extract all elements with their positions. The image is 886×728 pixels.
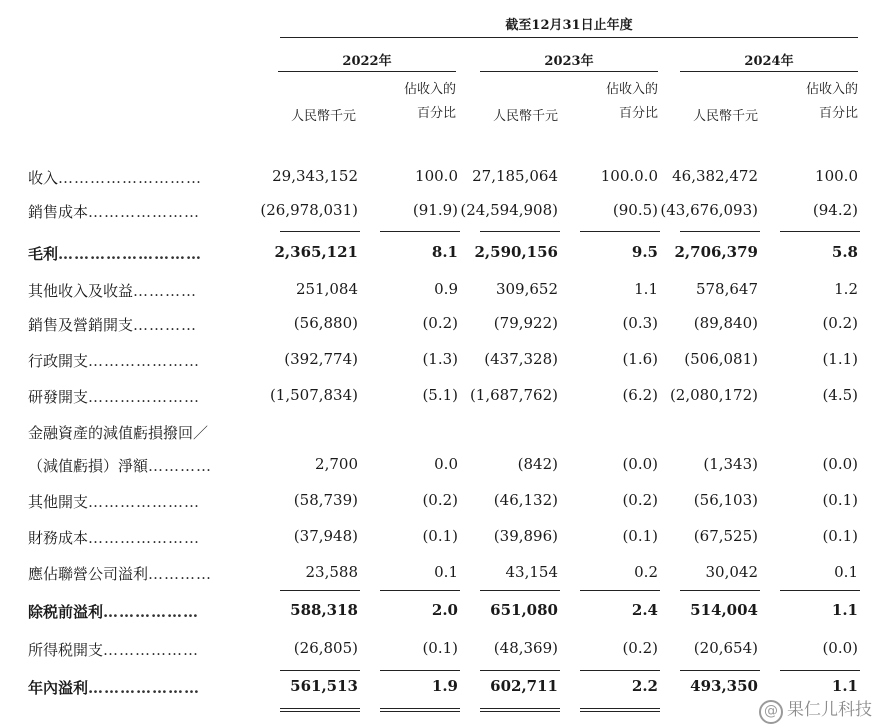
percent-cell: (94.2) (812, 201, 858, 219)
year-2024: 2024年 (744, 54, 794, 69)
amount-cell: (1,687,762) (469, 386, 558, 404)
row-label (28, 491, 200, 512)
rule-double (380, 711, 460, 712)
amount-cell: 588,318 (290, 601, 358, 619)
amount-cell: 2,365,121 (274, 243, 358, 261)
row-label (28, 350, 200, 371)
percent-cell: (1.6) (622, 350, 658, 368)
amount-cell: 493,350 (690, 677, 758, 695)
leader-dots: ………………… (88, 679, 201, 697)
row-label-text: 其他開支 (28, 493, 89, 511)
row-label (28, 167, 202, 188)
rule-total (280, 670, 360, 671)
amount-cell: (56,103) (693, 491, 758, 509)
rule-double (380, 708, 460, 709)
row-label (28, 455, 212, 476)
watermark-text: 果仁儿科技 (787, 700, 872, 720)
year-rule-2023 (480, 71, 658, 72)
amount-cell: 2,706,379 (674, 243, 758, 261)
rule-double (580, 711, 660, 712)
row-label-text: 銷售及營銷開支 (28, 316, 134, 334)
year-rule-2022 (278, 71, 456, 72)
row-label (28, 563, 212, 584)
percent-cell: (91.9) (412, 201, 458, 219)
rule-double (480, 708, 560, 709)
row-label-text: （減值虧損）淨額 (28, 457, 149, 475)
percent-cell: (0.0) (822, 639, 858, 657)
leader-dots: ……………… (103, 641, 200, 659)
amount-cell: (20,654) (693, 639, 758, 657)
amount-cell: (1,343) (703, 455, 758, 473)
period-rule (280, 37, 858, 38)
percent-cell: 0.2 (634, 563, 658, 581)
percent-cell: (0.2) (822, 314, 858, 332)
weibo-at-icon: @ (759, 700, 783, 724)
amount-cell: (79,922) (493, 314, 558, 332)
amount-cell: 251,084 (295, 280, 358, 298)
percent-cell: 9.5 (631, 243, 658, 261)
percent-cell: 2.0 (431, 601, 458, 619)
rule-total (280, 231, 360, 232)
rule-total (780, 231, 860, 232)
amount-cell: 27,185,064 (472, 167, 558, 185)
percent-cell: (0.1) (822, 527, 858, 545)
percent-cell: 1.1 (831, 677, 858, 695)
rule-double (580, 708, 660, 709)
percent-cell: (5.1) (422, 386, 458, 404)
row-label-text: 毛利 (28, 245, 59, 263)
percent-cell: (0.0) (822, 455, 858, 473)
leader-dots: ……………………… (58, 169, 203, 187)
amount-cell: 602,711 (490, 677, 558, 695)
rule-total (680, 670, 760, 671)
rule-total (380, 231, 460, 232)
percent-cell: 100.0 (815, 167, 858, 185)
percent-cell: (6.2) (622, 386, 658, 404)
row-label-text: 所得税開支 (28, 641, 104, 659)
row-label (28, 201, 200, 222)
percent-cell: (0.2) (622, 639, 658, 657)
percent-cell: 2.2 (631, 677, 658, 695)
col-amount-2023: 人民幣千元 (492, 109, 558, 124)
col-amount-2024: 人民幣千元 (692, 109, 758, 124)
percent-cell: (0.1) (622, 527, 658, 545)
amount-cell: (2,080,172) (669, 386, 758, 404)
amount-cell: 30,042 (705, 563, 758, 581)
percent-cell: (1.3) (422, 350, 458, 368)
row-label-text: 金融資產的減值虧損撥回／ (28, 424, 209, 442)
leader-dots: ……………………… (58, 245, 203, 263)
row-label-text: 銷售成本 (28, 203, 89, 221)
percent-cell: 0.1 (434, 563, 458, 581)
percent-cell: 100.0.0 (600, 167, 658, 185)
year-rule-2024 (680, 71, 858, 72)
period-heading: 截至12月31日止年度 (505, 18, 633, 33)
row-label-text: 除税前溢利 (28, 603, 104, 621)
percent-cell: 1.1 (831, 601, 858, 619)
row-label (28, 386, 200, 407)
leader-dots: ………… (148, 565, 213, 583)
row-label (28, 422, 208, 443)
percent-cell: (0.2) (422, 491, 458, 509)
amount-cell: (67,525) (693, 527, 758, 545)
amount-cell: (437,328) (484, 350, 558, 368)
percent-cell: (4.5) (822, 386, 858, 404)
amount-cell: (46,132) (493, 491, 558, 509)
amount-cell: 309,652 (495, 280, 558, 298)
amount-cell: 23,588 (305, 563, 358, 581)
leader-dots: ………………… (88, 529, 201, 547)
amount-cell: (39,896) (493, 527, 558, 545)
watermark (759, 695, 872, 724)
amount-cell: 2,590,156 (474, 243, 558, 261)
col-amount-2022: 人民幣千元 (290, 109, 356, 124)
percent-cell: 0.1 (834, 563, 858, 581)
amount-cell: (506,081) (684, 350, 758, 368)
percent-cell: (0.3) (622, 314, 658, 332)
percent-cell: 100.0 (415, 167, 458, 185)
row-label (28, 527, 200, 548)
year-2023: 2023年 (544, 54, 594, 69)
amount-cell: 43,154 (505, 563, 558, 581)
amount-cell: (58,739) (293, 491, 358, 509)
amount-cell: (1,507,834) (269, 386, 358, 404)
leader-dots: ………………… (88, 493, 201, 511)
rule-total (580, 231, 660, 232)
amount-cell: (24,594,908) (460, 201, 558, 219)
rule-total (380, 590, 460, 591)
row-label-text: 研發開支 (28, 388, 89, 406)
percent-cell: (0.2) (622, 491, 658, 509)
leader-dots: ………… (133, 282, 198, 300)
rule-double (480, 711, 560, 712)
amount-cell: 29,343,152 (272, 167, 358, 185)
rule-total (280, 590, 360, 591)
col-pct-2022: 佔收入的 百分比 (403, 82, 456, 121)
percent-cell: 0.9 (434, 280, 458, 298)
percent-cell: (0.0) (622, 455, 658, 473)
amount-cell: (43,676,093) (660, 201, 758, 219)
row-label-text: 收入 (28, 169, 59, 187)
row-label (28, 280, 197, 301)
row-label (28, 639, 199, 660)
amount-cell: 578,647 (695, 280, 758, 298)
col-pct-2023: 佔收入的 百分比 (605, 82, 658, 121)
rule-total (380, 670, 460, 671)
row-label (28, 314, 197, 335)
row-label-text: 其他收入及收益 (28, 282, 134, 300)
percent-cell: 2.4 (631, 601, 658, 619)
leader-dots: ………… (148, 457, 213, 475)
percent-cell: 1.1 (634, 280, 658, 298)
row-label-text: 財務成本 (28, 529, 89, 547)
percent-cell: (0.2) (422, 314, 458, 332)
percent-cell: 8.1 (431, 243, 458, 261)
rule-total (480, 670, 560, 671)
amount-cell: (392,774) (284, 350, 358, 368)
rule-double (280, 708, 360, 709)
percent-cell: 1.9 (431, 677, 458, 695)
amount-cell: (89,840) (693, 314, 758, 332)
rule-double (280, 711, 360, 712)
rule-total (580, 590, 660, 591)
percent-cell: 1.2 (834, 280, 858, 298)
row-label-text: 行政開支 (28, 352, 89, 370)
amount-cell: 2,700 (315, 455, 358, 473)
rule-total (780, 670, 860, 671)
leader-dots: ………………… (88, 203, 201, 221)
row-label-text: 年內溢利 (28, 679, 89, 697)
row-label (28, 601, 199, 622)
percent-cell: (0.1) (422, 639, 458, 657)
amount-cell: 46,382,472 (672, 167, 758, 185)
percent-cell: (1.1) (822, 350, 858, 368)
rule-total (580, 670, 660, 671)
amount-cell: (56,880) (293, 314, 358, 332)
amount-cell: (26,978,031) (260, 201, 358, 219)
rule-total (480, 590, 560, 591)
row-label (28, 677, 200, 698)
amount-cell: (37,948) (293, 527, 358, 545)
rule-total (480, 231, 560, 232)
amount-cell: (26,805) (293, 639, 358, 657)
percent-cell: (0.1) (422, 527, 458, 545)
rule-total (680, 590, 760, 591)
amount-cell: (842) (517, 455, 558, 473)
row-label (28, 243, 202, 264)
leader-dots: ………………… (88, 352, 201, 370)
rule-total (780, 590, 860, 591)
amount-cell: 651,080 (490, 601, 558, 619)
rule-total (680, 231, 760, 232)
percent-cell: 0.0 (434, 455, 458, 473)
year-2022: 2022年 (342, 54, 392, 69)
leader-dots: ………… (133, 316, 198, 334)
percent-cell: (90.5) (612, 201, 658, 219)
row-label-text: 應佔聯營公司溢利 (28, 565, 149, 583)
leader-dots: ………………… (88, 388, 201, 406)
amount-cell: 561,513 (290, 677, 358, 695)
col-pct-2024: 佔收入的 百分比 (805, 82, 858, 121)
amount-cell: 514,004 (690, 601, 758, 619)
amount-cell: (48,369) (493, 639, 558, 657)
percent-cell: 5.8 (831, 243, 858, 261)
leader-dots: ……………… (103, 603, 200, 621)
percent-cell: (0.1) (822, 491, 858, 509)
